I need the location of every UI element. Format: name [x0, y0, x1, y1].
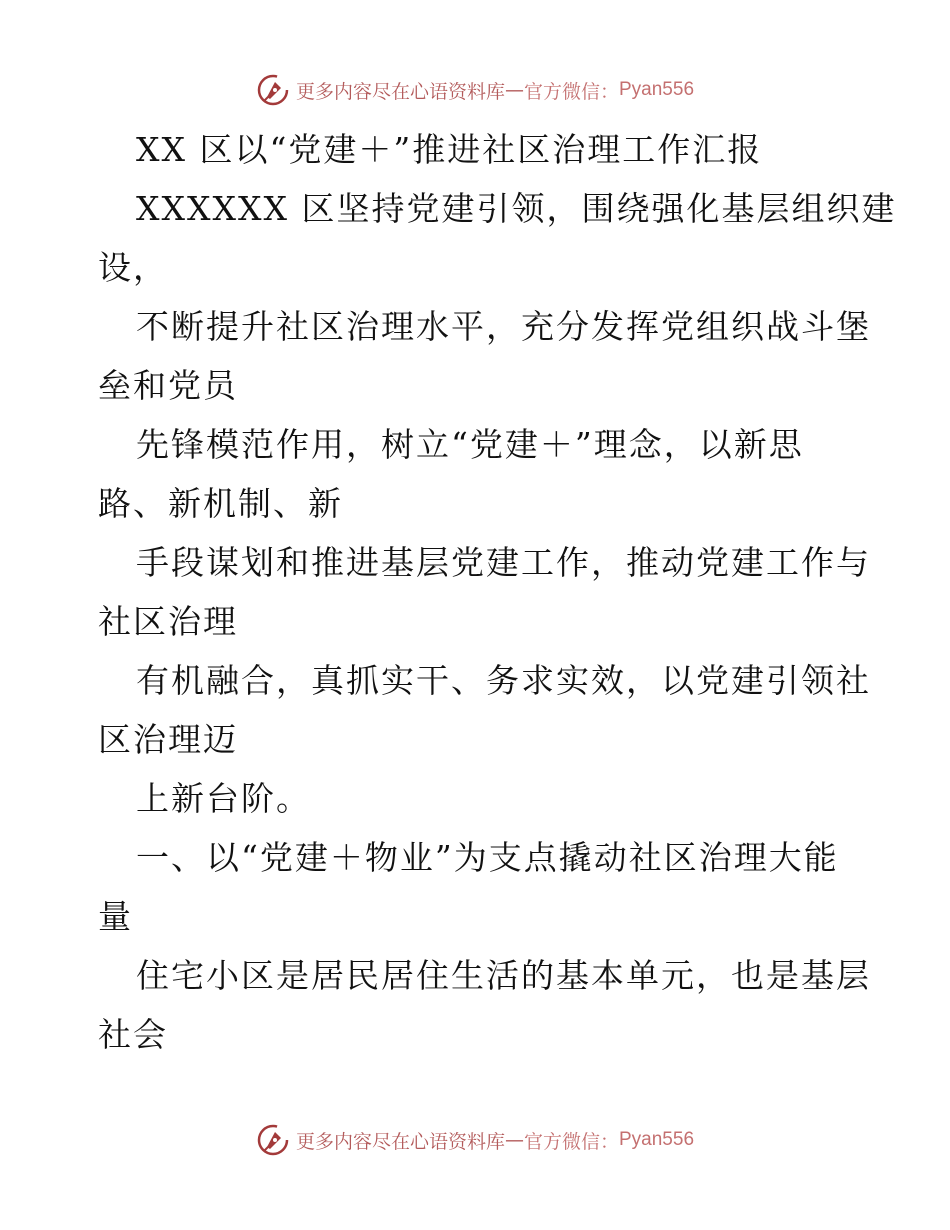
watermark-site: 更多内容尽在心语资料库 — [295, 80, 505, 103]
text-line: 上新台阶。 — [136, 779, 311, 818]
text-line: 量 — [98, 897, 133, 936]
pen-nib-logo-icon — [256, 73, 290, 107]
watermark-dash: — — [504, 79, 524, 101]
watermark-wechat-label: 官方微信： — [523, 1130, 619, 1153]
watermark-wechat-id: Pyan556 — [619, 1129, 695, 1150]
document-title: XX 区以“党建＋”推进社区治理工作汇报 — [136, 130, 763, 169]
watermark-dash: — — [504, 1129, 524, 1151]
document-body — [98, 120, 897, 1064]
header-watermark — [0, 70, 950, 110]
text-line: 有机融合，真抓实干、务求实效，以党建引领社 — [136, 661, 871, 700]
text-line: 社区治理 — [98, 602, 238, 641]
text-line: 设， — [98, 248, 168, 287]
text-line: 垒和党员 — [98, 366, 238, 405]
text-line: 手段谋划和推进基层党建工作，推动党建工作与 — [136, 543, 871, 582]
text-line: 区治理迈 — [98, 720, 238, 759]
pen-nib-logo-icon — [256, 1123, 290, 1157]
text-line: 住宅小区是居民居住生活的基本单元，也是基层 — [136, 956, 871, 995]
text-line: XXXXXX 区坚持党建引领，围绕强化基层组织建 — [136, 189, 897, 228]
footer-watermark — [0, 1120, 950, 1160]
text-line: 先锋模范作用，树立“党建＋”理念，以新思 — [136, 425, 804, 464]
watermark-site: 更多内容尽在心语资料库 — [295, 1130, 505, 1153]
watermark-wechat-id: Pyan556 — [619, 79, 695, 100]
text-line: 不断提升社区治理水平，充分发挥党组织战斗堡 — [136, 307, 871, 346]
text-line: 路、新机制、新 — [98, 484, 343, 523]
watermark-wechat-label: 官方微信： — [523, 80, 619, 103]
text-line: 社会 — [98, 1015, 168, 1054]
section-heading: 一、以“党建＋物业”为支点撬动社区治理大能 — [136, 838, 839, 877]
